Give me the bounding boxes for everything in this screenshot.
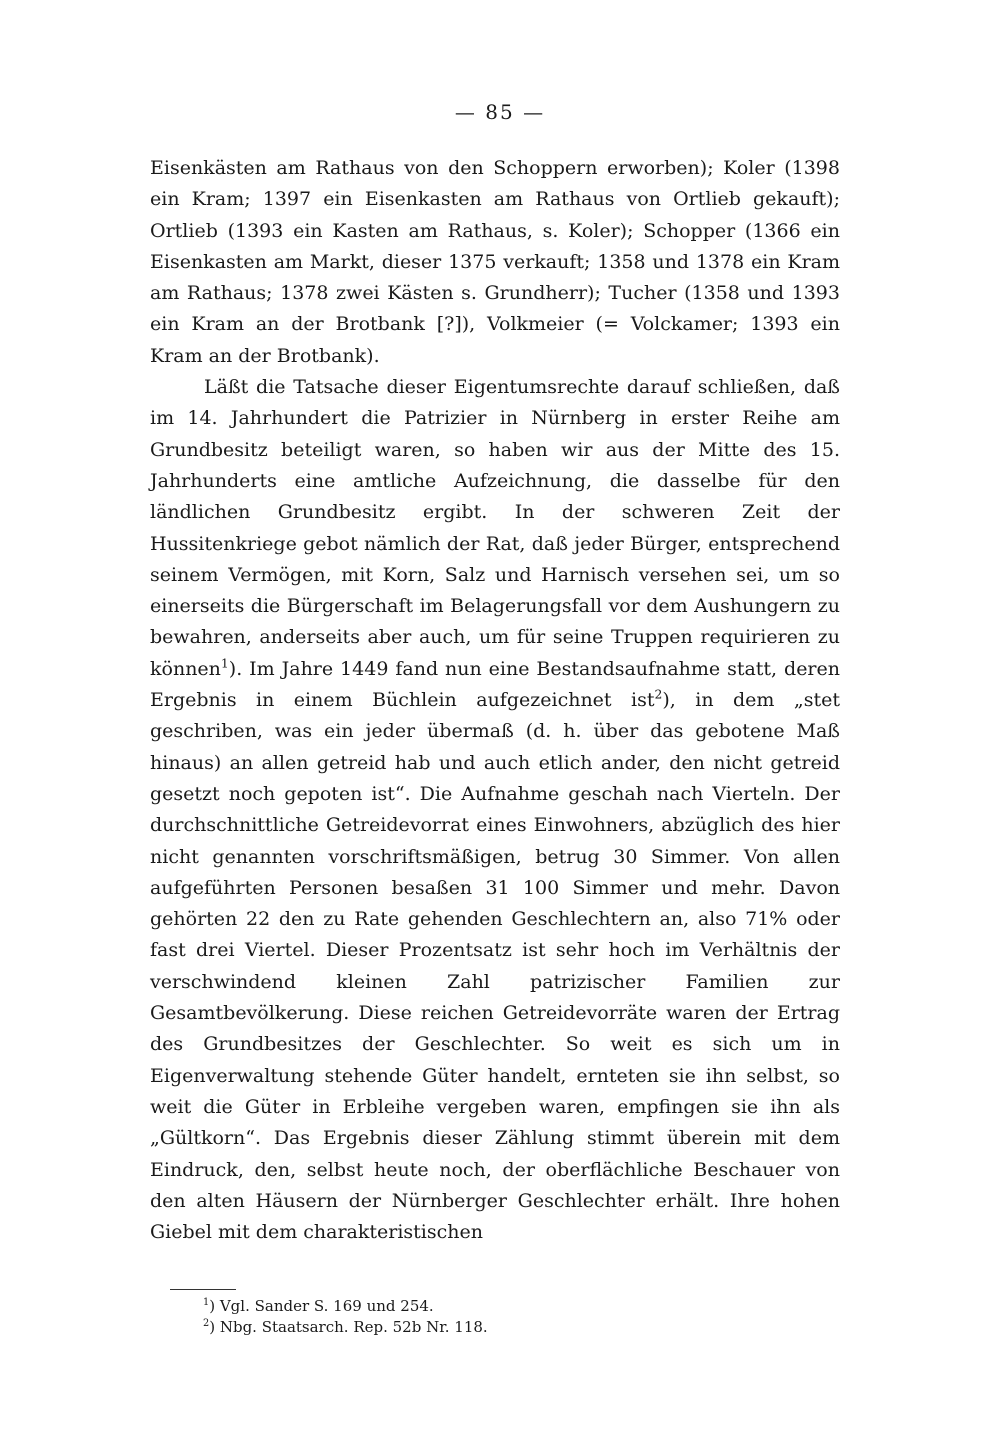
paragraph-2-part-b: ). Im Jahre 1449 fand nun eine Bestandsaufnahme statt, deren Ergebnis in einem Büchlein aufgezeichnet ist xyxy=(150,657,840,712)
footnote-divider xyxy=(170,1289,236,1290)
paragraph-2 xyxy=(150,372,840,1248)
paragraph-2-part-c: ), in dem „stet geschriben, was ein jeder übermaß (d. h. über das gebotene Maß hinaus) an allen getreid hab und auch etlich ander, den nicht getreid gesetzt noch gepoten ist“. Die Aufnahme geschah nach Vierteln. Der durchschnittliche Getreidevorrat eines Einwohners, abzüglich des hier nicht genannten vorschriftsmäßigen, betrug 30 Simmer. Von allen aufgeführten Personen besaßen 31 100 Simmer und mehr. Davon gehörten 22 den zu Rate gehenden Geschlechtern an, also 71% oder fast drei Viertel. Dieser Prozentsatz ist sehr hoch im Verhältnis der verschwindend kleinen Zahl patrizischer Familien zur Gesamtbevölkerung. Diese reichen Getreidevorräte waren der Ertrag des Grundbesitzes der Geschlechter. So weit es sich um in Eigenverwaltung stehende Güter handelt, ernteten sie ihn selbst, so weit die Güter in Erbleihe vergeben waren, empfingen sie ihn als „Gültkorn“. Das Ergebnis dieser Zählung stimmt überein mit dem Eindruck, den, selbst heute noch, der oberflächliche Beschauer von den alten Häusern der Nürnberger Geschlechter erhält. Ihre hohen Giebel mit dem charakteristischen xyxy=(150,689,840,1244)
footnote-1-text: ) Vgl. Sander S. 169 und 254. xyxy=(209,1297,434,1315)
footnote-1 xyxy=(203,1296,803,1317)
footnote-ref-2[interactable]: 2 xyxy=(654,687,663,702)
body-text xyxy=(150,153,840,1248)
footnote-ref-1[interactable]: 1 xyxy=(220,656,229,671)
footnote-2-marker: 2 xyxy=(203,1318,210,1329)
paragraph-2-part-a: Läßt die Tatsache dieser Eigentumsrechte darauf schließen, daß im 14. Jahrhundert die Patrizier in Nürnberg in erster Reihe am Grundbesitz beteiligt waren, so haben wir aus der Mitte des 15. Jahrhunderts eine amtliche Aufzeichnung, die dasselbe für den ländlichen Grundbesitz ergibt. In der schweren Zeit der Hussitenkriege gebot nämlich der Rat, daß jeder Bürger, entsprechend seinem Vermögen, mit Korn, Salz und Harnisch versehen sei, um so einerseits die Bürgerschaft im Belagerungsfall vor dem Aushungern zu bewahren, anderseits aber auch, um für seine Truppen requirieren zu können xyxy=(150,376,840,680)
footnote-2 xyxy=(203,1317,803,1338)
footnotes xyxy=(203,1296,803,1338)
page-number: — 85 — xyxy=(454,100,546,124)
footnote-2-text: ) Nbg. Staatsarch. Rep. 52b Nr. 118. xyxy=(209,1318,488,1336)
footnote-1-marker: 1 xyxy=(203,1297,210,1308)
paragraph-1: Eisenkästen am Rathaus von den Schoppern erworben); Koler (1398 ein Kram; 1397 ein Eisenkasten am Rathaus von Ortlieb gekauft); Ortlieb (1393 ein Kasten am Rathaus, s. Koler); Schopper (1366 ein Eisenkasten am Markt, dieser 1375 verkauft; 1358 und 1378 ein Kram am Rathaus; 1378 zwei Kästen s. Grundherr); Tucher (1358 und 1393 ein Kram an der Brotbank [?]), Volkmeier (= Volckamer; 1393 ein Kram an der Brotbank). xyxy=(150,157,840,367)
